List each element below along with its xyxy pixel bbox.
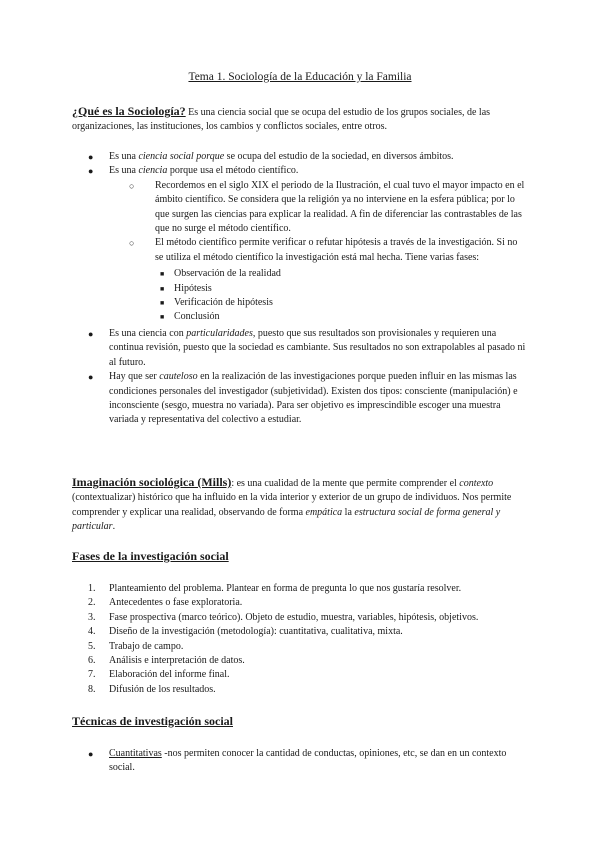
phase-item [160, 282, 528, 296]
list-item-text: Es una [109, 151, 139, 162]
list-item [72, 164, 528, 178]
tecnica-item [72, 747, 528, 776]
fases-heading: Fases de la investigación social [72, 549, 229, 563]
intro-paragraph [72, 104, 528, 135]
phase-item [160, 296, 528, 310]
bullet-icon: ● [88, 166, 94, 177]
bullet-icon: ● [88, 372, 94, 383]
list-number: 5. [88, 640, 96, 652]
list-number: 8. [88, 683, 96, 695]
fase-text: Planteamiento del problema. Plantear en forma de pregunta lo que nos gustaría resolver. [109, 583, 462, 594]
bullet-icon: ● [88, 328, 94, 339]
tecnica-label: Cuantitativas [109, 748, 162, 759]
fase-text: Difusión de los resultados. [109, 683, 216, 695]
fase-text: Trabajo de campo. [109, 640, 184, 652]
list-item-emphasis: ciencia social porque [138, 151, 225, 162]
list-item [72, 370, 528, 428]
list-number: 1. [88, 583, 96, 594]
phase-item-text: Hipótesis [174, 282, 212, 294]
square-bullet-icon: ■ [160, 299, 165, 308]
tecnicas-heading: Técnicas de investigación social [72, 714, 233, 728]
sub-list-item-text: Recordemos en el siglo XIX el periodo de la Ilustración, el cual tuvo el mayor impacto en el ámbito científico. Se considera que la religión ya no interviene en la esfera pública; por lo que surgen las ciencias para explicar la realidad. A fin de diferenciar las contrastables de las que no surge el método científico. [155, 179, 525, 235]
paragraph-text: la [342, 506, 355, 518]
fases-list [72, 582, 528, 697]
fase-text: Diseño de la investigación (metodología): cuantitativa, cualitativa, mixta. [109, 626, 403, 638]
paragraph-text: (contextualizar) histórico que ha influido en la vida interior y exterior de un grupo de individuos. Nos permite comprender y explicar una realidad, observando de forma [72, 492, 512, 518]
fase-item [72, 596, 528, 610]
phase-item [160, 310, 528, 324]
square-bullet-icon: ■ [160, 270, 165, 279]
list-number: 2. [88, 597, 96, 609]
phase-item [160, 267, 528, 281]
tecnica-text: -nos permiten conocer la cantidad de conductas, opiniones, etc, se dan en un contexto social. [109, 748, 507, 774]
list-item-emphasis: ciencia [138, 165, 168, 177]
fase-item [72, 668, 528, 682]
list-item-text: se ocupa del estudio de la sociedad, en diversos ámbitos. [224, 151, 454, 162]
list-number: 6. [88, 655, 96, 667]
intro-question: ¿Qué es la Sociología? [72, 104, 186, 118]
fase-item [72, 625, 528, 639]
square-bullet-icon: ■ [160, 313, 165, 322]
phase-item-text: Conclusión [174, 311, 220, 323]
list-item-emphasis: cauteloso [159, 371, 198, 383]
intro-text: Es una ciencia social que se ocupa del estudio de los grupos sociales, de las organizaciones, las instituciones, los cambios y conflictos sociales, entre otros. [72, 107, 491, 133]
list-item-emphasis: particularidades [186, 327, 253, 339]
list-item [72, 150, 528, 164]
sub-list-item [109, 179, 528, 237]
phase-item-text: Verificación de hipótesis [174, 297, 273, 309]
list-item-text: en la realización de las investigaciones porque pueden influir en las mismas las condiciones personales del investigador (subjetividad). Existen dos tipos: consciente (manipulación) e inconsciente (sesgo, muestra no variada). Para ser objetivo es imprescindible escoger una muestra variada y representativa del colectivo a estudiar. [109, 371, 518, 426]
list-number: 4. [88, 626, 96, 638]
phase-item-text: Observación de la realidad [174, 268, 281, 280]
paragraph-text: : es una cualidad de la mente que permite comprender el [231, 478, 460, 489]
imaginacion-heading: Imaginación sociológica (Mills) [72, 475, 232, 489]
hollow-bullet-icon: ○ [129, 180, 135, 191]
page-title: Tema 1. Sociología de la Educación y la Familia [188, 71, 412, 83]
square-bullet-icon: ■ [160, 284, 165, 293]
fase-item [72, 654, 528, 668]
paragraph-emphasis: contexto [459, 478, 494, 489]
tecnicas-list [72, 747, 528, 776]
paragraph-text: . [112, 521, 116, 533]
fase-text: Análisis e interpretación de datos. [109, 655, 245, 667]
fase-text: Fase prospectiva (marco teórico). Objeto de estudio, muestra, variables, hipótesis, objetivos. [109, 611, 479, 623]
sub-list-item-text: El método científico permite verificar o refutar hipótesis a través de la investigación. Si no se utiliza el método científico la investigación está mal hecha. Tiene varias fases: [155, 237, 518, 263]
list-item-text: porque usa el método científico. [167, 165, 299, 177]
list-item-text: Es una ciencia con [109, 327, 187, 339]
paragraph-emphasis: empática [305, 506, 343, 518]
fase-item [72, 611, 528, 625]
hollow-bullet-icon: ○ [129, 238, 135, 249]
list-item [72, 327, 528, 370]
list-number: 7. [88, 669, 96, 681]
bullet-icon: ● [88, 749, 94, 759]
fase-text: Elaboración del informe final. [109, 669, 230, 681]
imaginacion-paragraph [72, 475, 528, 535]
list-item-text: Es una [109, 165, 139, 177]
fase-item [72, 640, 528, 654]
fase-text: Antecedentes o fase exploratoria. [109, 597, 243, 609]
sub-list-item [109, 236, 528, 265]
paragraph-emphasis: estructura social de forma general y particular [72, 506, 501, 533]
bullet-icon: ● [88, 152, 94, 162]
list-item-text: Hay que ser [109, 371, 160, 383]
sociology-bullet-list [72, 150, 528, 428]
list-item-text: , puesto que sus resultados son provisionales y requieren una continua revisión, puesto que la sociedad es cambiante. Sus resultados no son extrapolables al pasado ni al futuro. [109, 327, 526, 368]
list-number: 3. [88, 611, 96, 623]
fase-item [72, 683, 528, 697]
fase-item [72, 582, 528, 596]
